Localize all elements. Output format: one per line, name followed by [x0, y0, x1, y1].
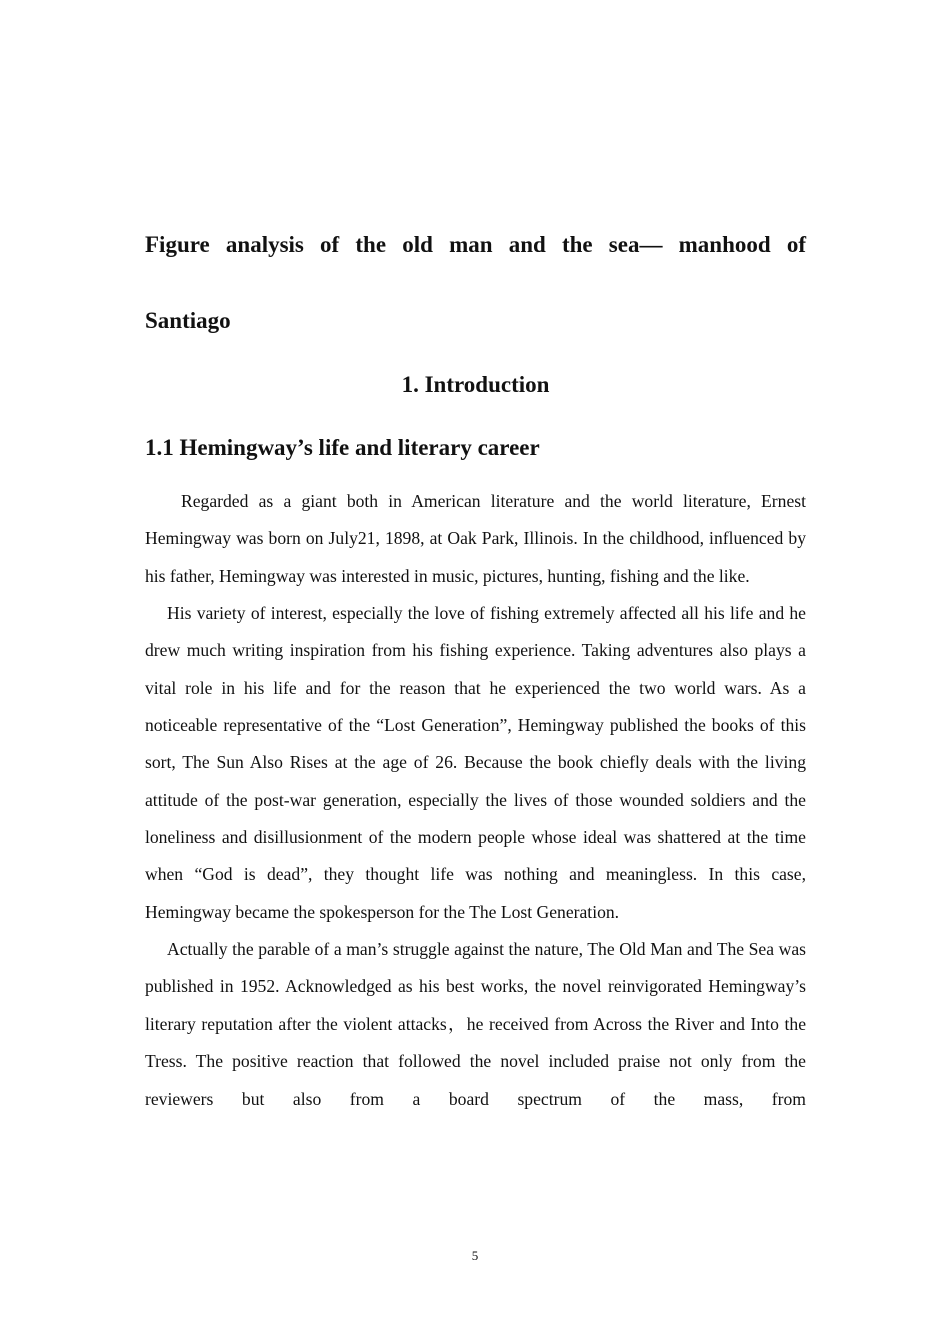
body-text [145, 483, 806, 1118]
document-title-line-2: Santiago [145, 308, 231, 333]
subsection-heading-life-career: 1.1 Hemingway’s life and literary career [145, 435, 540, 460]
paragraph-1: Regarded as a giant both in American literature and the world literature, Ernest Hemingway was born on July21, 1898, at Oak Park, Illinois. In the childhood, influenced by his father, Hemingway was interested in music, pictures, hunting, fishing and the like. [145, 491, 806, 586]
paragraph-2: His variety of interest, especially the love of fishing extremely affected all his life and he drew much writing inspiration from his fishing experience. Taking adventures also plays a vital role in his life and for the reason that he experienced the two world wars. As a noticeable representative of the “Lost Generation”, Hemingway published the books of this sort, The Sun Also Rises at the age of 26. Because the book chiefly deals with the living attitude of the post-war generation, especially the lives of those wounded soldiers and the loneliness and disillusionment of the modern people whose ideal was shattered at the time when “God is dead”, they thought life was nothing and meaningless. In this case, Hemingway became the spokesperson for the The Lost Generation. [145, 603, 806, 922]
section-heading-introduction: 1. Introduction [401, 372, 550, 397]
paragraph-3: Actually the parable of a man’s struggle against the nature, The Old Man and The Sea was published in 1952. Acknowledged as his best works, the novel reinvigorated Hemingway’s literary reputation after the violent attacks，he received from Across the River and Into the Tress. The positive reaction that followed the novel included praise not only from the reviewers but also from a board spectrum of the mass, from [145, 939, 806, 1109]
page-number: 5 [471, 1248, 479, 1263]
document-title-line-1: Figure analysis of the old man and the sea— manhood of [145, 232, 806, 257]
